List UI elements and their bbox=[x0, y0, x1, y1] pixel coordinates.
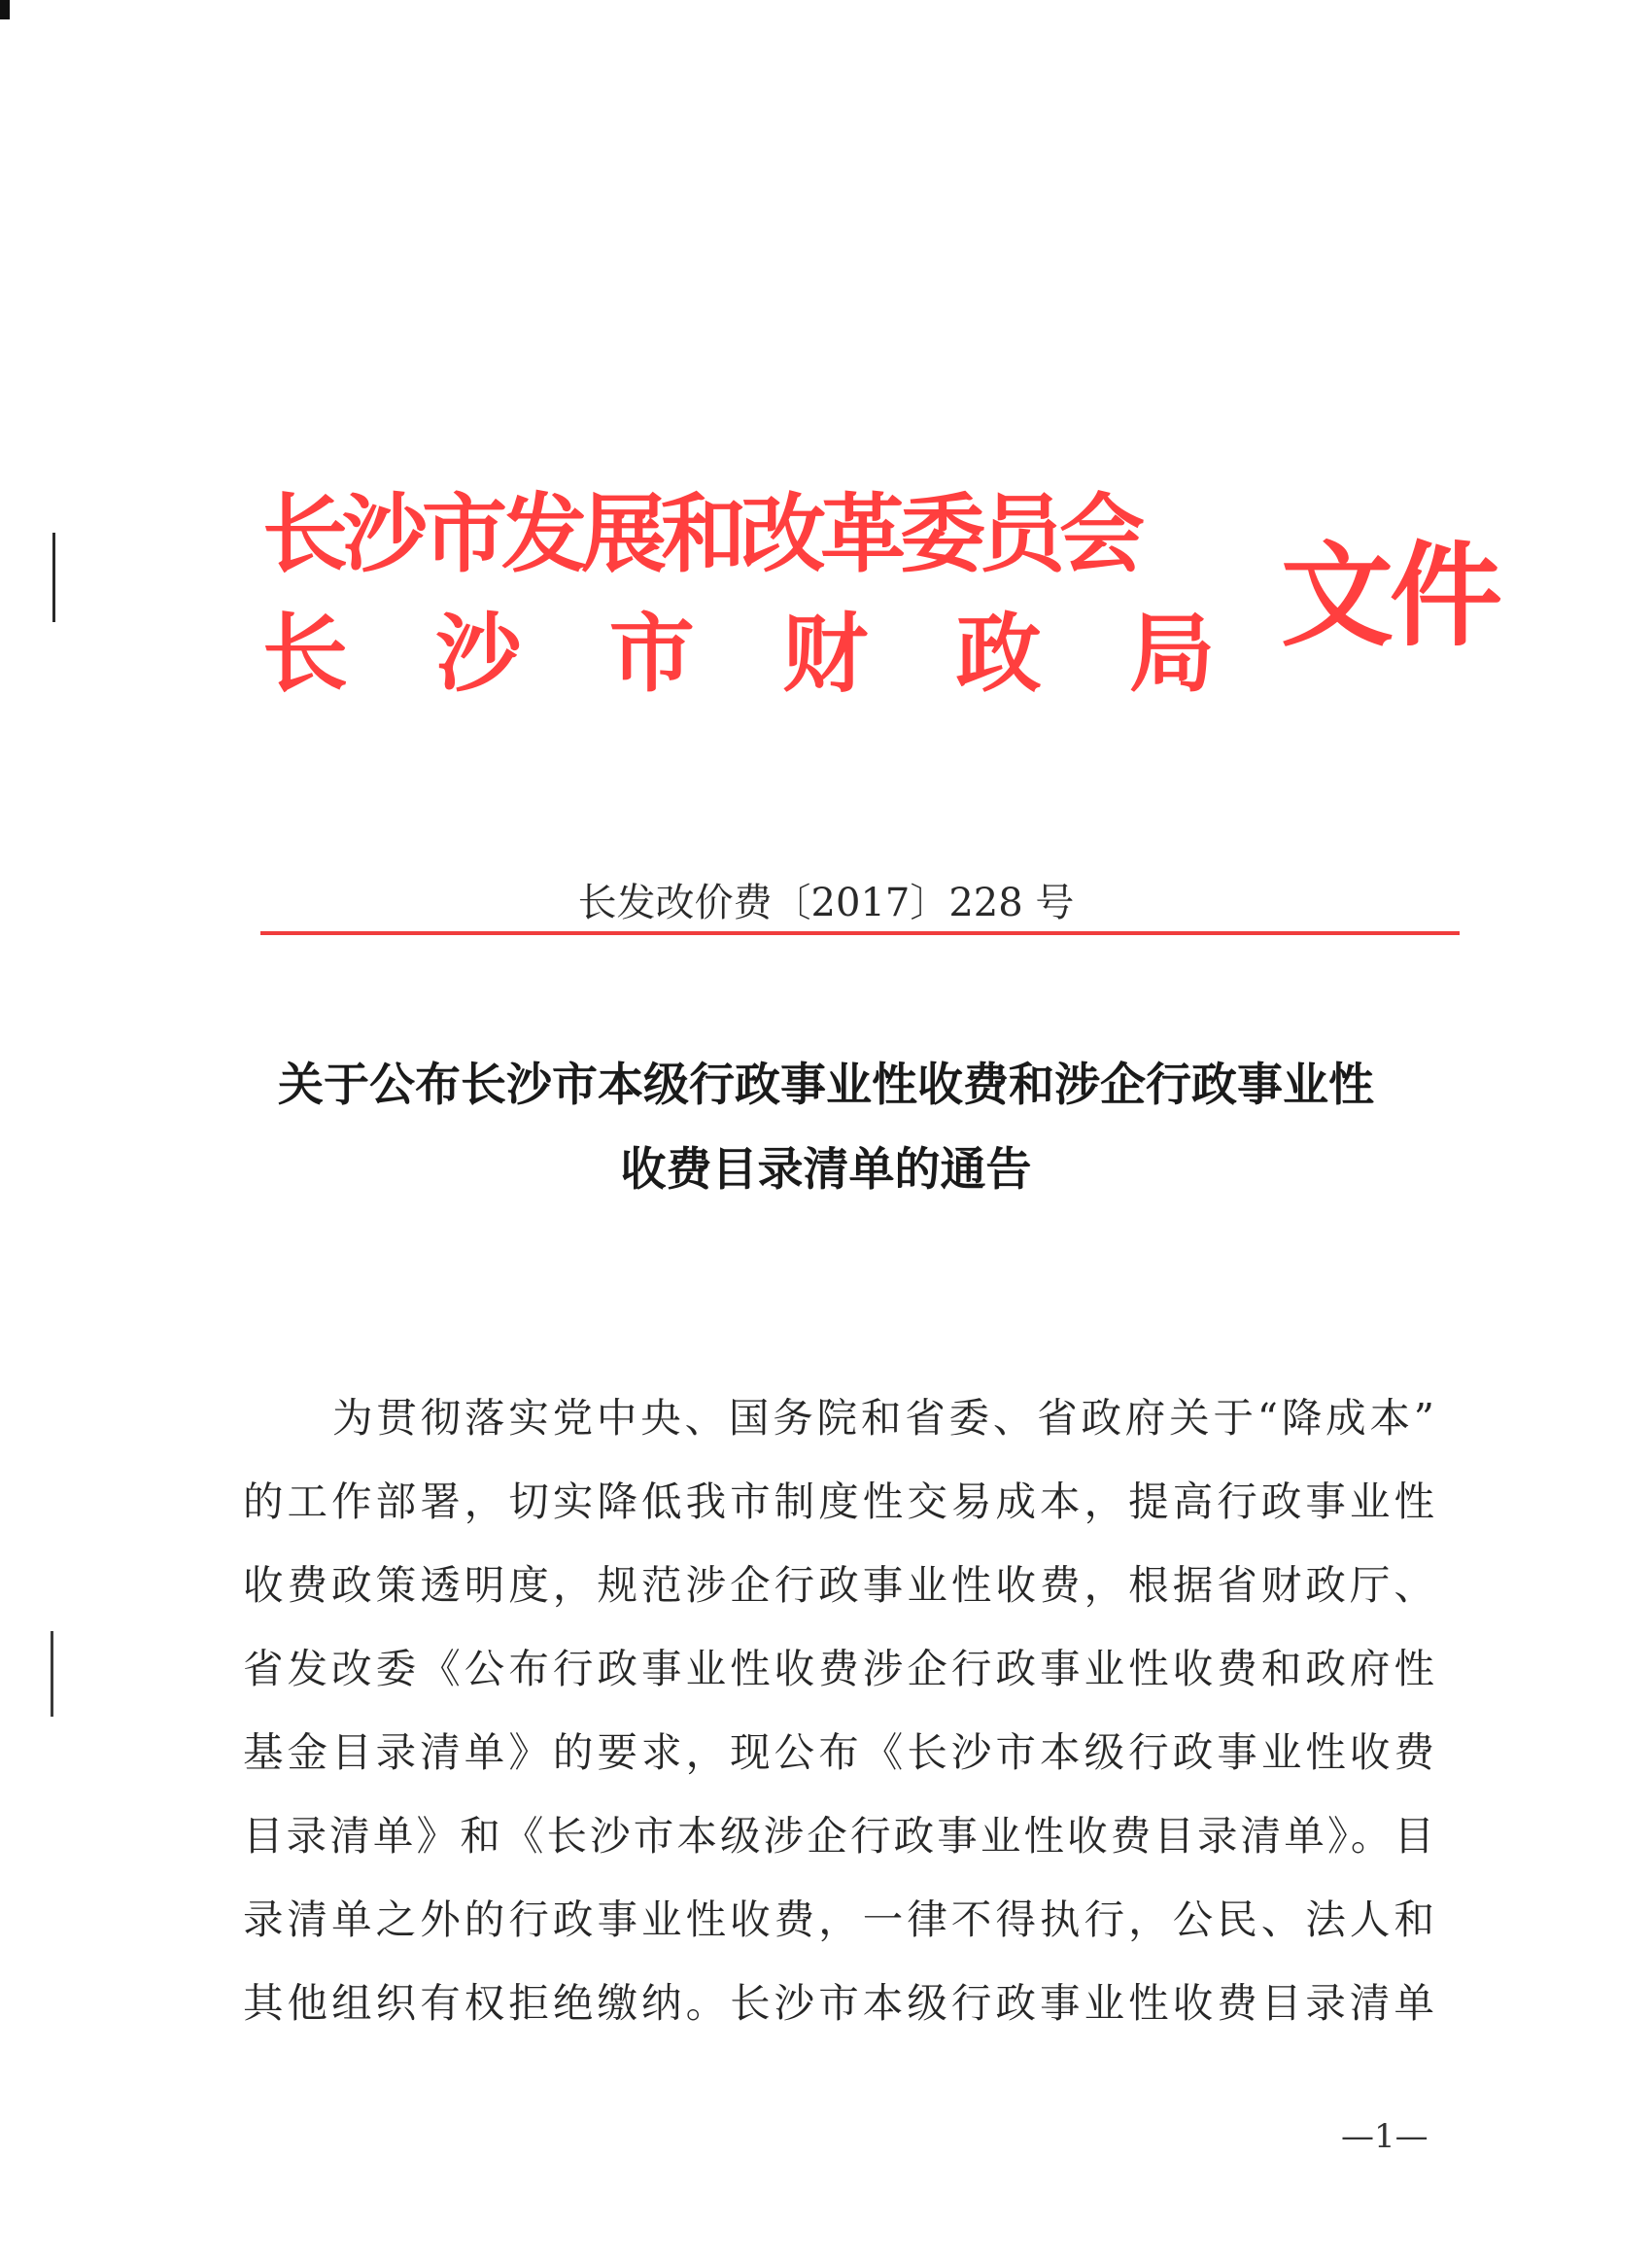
document-number: 长发改价费〔2017〕228 号 bbox=[577, 881, 1075, 925]
issuer-char: 政 bbox=[955, 603, 1042, 704]
document-title-line-1: 关于公布长沙市本级行政事业性收费和涉企行政事业性 bbox=[278, 1059, 1374, 1112]
body-paragraph-line: 省发改委《公布行政事业性收费涉企行政事业性收费和政府性 bbox=[243, 1645, 1434, 1692]
issuer-char: 沙 bbox=[435, 603, 522, 704]
body-paragraph-line: 为贯彻落实党中央、国务院和省委、省政府关于“降成本” bbox=[332, 1394, 1434, 1442]
scan-binding-mark bbox=[51, 1631, 53, 1717]
body-paragraph-line: 基金目录清单》的要求，现公布《长沙市本级行政事业性收费 bbox=[243, 1728, 1434, 1776]
document-title-line-2: 收费目录清单的通告 bbox=[620, 1143, 1032, 1197]
page-number: —1— bbox=[1341, 2117, 1428, 2156]
red-separator-line bbox=[260, 931, 1460, 935]
issuer-char: 长 bbox=[262, 603, 349, 704]
issuer-name-finance-bureau bbox=[262, 603, 1215, 704]
body-paragraph-line: 其他组织有权拒绝缴纳。长沙市本级行政事业性收费目录清单 bbox=[243, 1979, 1434, 2027]
document-type-label: 文件 bbox=[1281, 530, 1498, 662]
scan-binding-mark bbox=[52, 533, 55, 622]
scan-corner-mark bbox=[0, 0, 10, 19]
issuer-char: 市 bbox=[608, 603, 695, 704]
issuer-char: 局 bbox=[1128, 603, 1215, 704]
issuer-char: 财 bbox=[782, 603, 869, 704]
issuer-name-development-reform: 长沙市发展和改革委员会 bbox=[262, 483, 1140, 584]
body-paragraph-line: 目录清单》和《长沙市本级涉企行政事业性收费目录清单》。目 bbox=[243, 1812, 1434, 1860]
body-paragraph-line: 的工作部署，切实降低我市制度性交易成本，提高行政事业性 bbox=[243, 1478, 1434, 1525]
body-paragraph-line: 收费政策透明度，规范涉企行政事业性收费，根据省财政厅、 bbox=[243, 1561, 1434, 1609]
body-paragraph-line: 录清单之外的行政事业性收费，一律不得执行，公民、法人和 bbox=[243, 1896, 1434, 1943]
